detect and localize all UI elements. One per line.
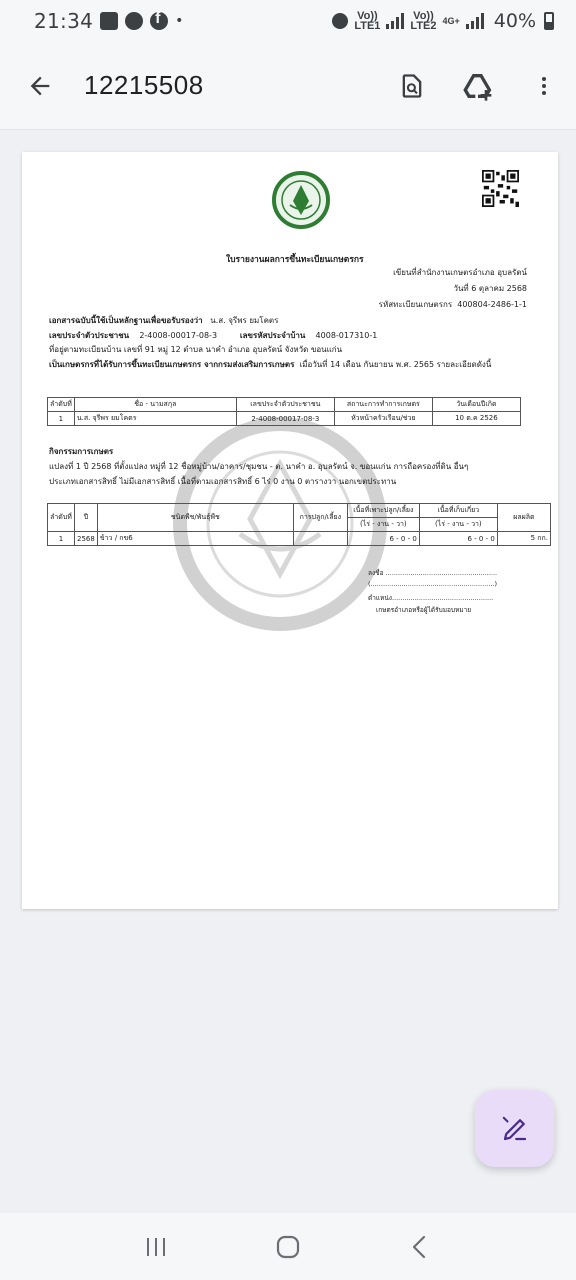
document-date: วันที่ 6 ตุลาคม 2568 <box>453 284 527 293</box>
facebook-icon <box>150 12 168 30</box>
battery-percent: 40% <box>493 10 536 32</box>
status-bar <box>0 0 576 42</box>
back-nav-button[interactable] <box>400 1227 440 1267</box>
document-page[interactable] <box>22 152 558 909</box>
crop-table <box>47 503 551 546</box>
edit-fab-button[interactable] <box>475 1090 554 1167</box>
activities-title: กิจกรรมการเกษตร <box>49 447 114 456</box>
more-options-button[interactable] <box>528 70 560 102</box>
arrow-back-icon <box>26 72 54 100</box>
more-vert-icon <box>532 72 556 100</box>
position-line: ตำแหน่ง................................................. <box>368 594 494 602</box>
table-subheader-row: (ไร่ - งาน - วา) (ไร่ - งาน - วา) <box>48 518 551 532</box>
certify-line: เอกสารฉบับนี้ใช้เป็นหลักฐานเพื่อขอรับรองว่า น.ส. จุรีพร ยมโคตร <box>49 316 279 325</box>
back-nav-icon <box>407 1234 433 1260</box>
alarm-icon <box>332 13 348 29</box>
address-line: ที่อยู่ตามทะเบียนบ้าน เลขที่ 91 หมู่ 12 ตำบล นาคำ อำเภอ อุบลรัตน์ จังหวัด ขอนแก่น <box>49 345 343 354</box>
app-bar <box>0 42 576 130</box>
document-heading: ใบรายงานผลการขึ้นทะเบียนเกษตรกร <box>226 255 364 265</box>
signature-name-line: (............................................................) <box>368 580 498 588</box>
back-button[interactable] <box>24 70 56 102</box>
image-icon <box>100 12 118 30</box>
table-header-row: ลำดับที่ ปี ชนิดพืช/พันธุ์พืช การปลูก/เลี้ยง เนื้อที่เพาะปลูก/เลี้ยง เนื้อที่เก็บเกี่ยว ผลผลิต <box>48 504 551 518</box>
office-location: เขียนที่สำนักงานเกษตรอำเภอ อุบลรัตน์ <box>393 268 527 277</box>
registration-code: รหัสทะเบียนเกษตรกร 400804-2486-1-1 <box>378 300 527 309</box>
table-row: 1 2568 ข้าว / กข6 6 - 0 - 0 6 - 0 - 0 5 กก. <box>48 532 551 546</box>
network-type: 4G+ <box>442 16 460 26</box>
recent-apps-icon <box>143 1234 169 1260</box>
add-to-drive-button[interactable] <box>462 70 494 102</box>
plot-line-2: ประเภทเอกสารสิทธิ์ ไม่มีเอกสารสิทธิ์ เนื้อที่ตามเอกสารสิทธิ์ 6 ไร่ 0 งาน 0 ตารางวา นอกเขตประทาน <box>49 477 397 486</box>
signer-note: เกษตรอำเภอหรือผู้ได้รับมอบหมาย <box>376 606 472 614</box>
system-nav-bar <box>0 1213 576 1280</box>
add-to-drive-icon <box>462 71 494 101</box>
battery-icon <box>544 12 554 30</box>
plot-line: แปลงที่ 1 ปี 2568 ที่ตั้งแปลง หมู่ที่ 12 ชื่อหมู่บ้าน/อาคาร/ชุมชน - ต. นาคำ อ. อุบลรัตน์ จ. ขอนแก่น การถือครองที่ดิน อื่นๆ <box>49 462 469 471</box>
table-row: 1 น.ส. จุรีพร ยมโคตร 2-4008-00017-08-3 หัวหน้าครัวเรือน/ช่วย 10 ต.ค 2526 <box>48 412 521 426</box>
home-icon <box>275 1234 301 1260</box>
alarm-icon <box>125 12 143 30</box>
id-line: เลขประจำตัวประชาชน 2-4008-00017-08-3 เลขรหัสประจำบ้าน 4008-017310-1 <box>49 331 378 340</box>
table-header-row: ลำดับที่ ชื่อ - นามสกุล เลขประจำตัวประชาชน สถานะการทำการเกษตร วันเดือนปีเกิด <box>48 398 521 412</box>
sim1-indicator: Vo)) LTE1 <box>354 10 381 32</box>
edit-pen-icon <box>500 1114 530 1144</box>
signal-icon <box>466 13 484 29</box>
document-title: 12215508 <box>84 70 204 100</box>
home-button[interactable] <box>268 1227 308 1267</box>
department-emblem-logo <box>265 171 337 229</box>
signal-icon <box>386 13 404 29</box>
member-table <box>47 397 521 426</box>
find-in-page-icon <box>398 72 426 100</box>
recent-apps-button[interactable] <box>136 1227 176 1267</box>
registered-line: เป็นเกษตรกรที่ได้รับการขึ้นทะเบียนเกษตรกร จากกรมส่งเสริมการเกษตร เมื่อวันที่ 14 เดือน กันยายน พ.ศ. 2565 รายละเอียดดังนี้ <box>49 360 492 369</box>
find-in-page-button[interactable] <box>396 70 428 102</box>
qr-code <box>482 170 519 207</box>
sim2-indicator: Vo)) LTE2 <box>410 10 437 32</box>
signature-line: ลงชื่อ ...................................................... <box>368 569 498 577</box>
notification-dot: • <box>175 13 184 29</box>
status-time: 21:34 <box>34 9 94 33</box>
